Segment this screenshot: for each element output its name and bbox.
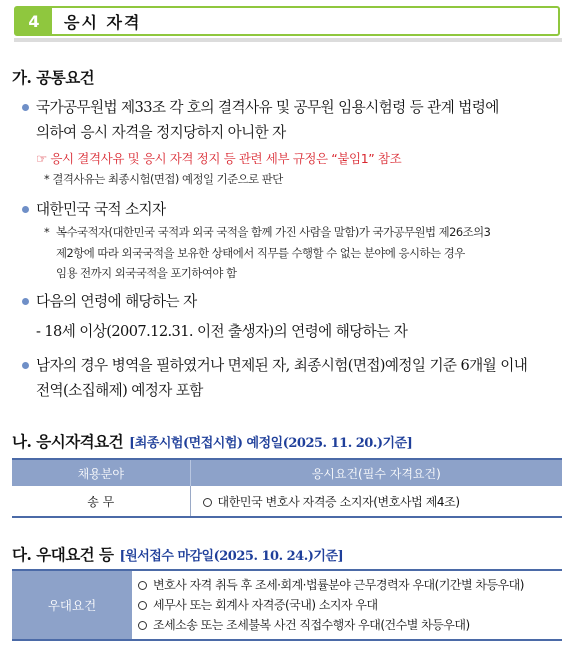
list-item [138,575,562,595]
section-title: 응시 자격 [64,12,142,32]
table-row [12,570,562,640]
reference-note: ☞ 응시 결격사유 및 응시 자격 정지 등 관련 세부 규정은 “붙임1” 참조 [36,151,402,166]
bullet-dot-icon [22,104,29,111]
cell-field: 송 무 [12,486,190,517]
part-c-title: 다. 우대요건 등 [12,545,114,564]
part-b-title: 나. 응시자격요건 [12,432,124,451]
circle-bullet-icon [138,621,147,630]
bullet-disqualification [22,95,562,145]
preference-item-text: 조세소송 또는 조세불복 사건 직접수행자 우대(건수별 차등우대) [153,618,470,632]
bullet-dot-icon [22,206,29,213]
circle-bullet-icon [138,581,147,590]
preference-items [132,570,562,640]
circle-bullet-icon [203,498,212,507]
part-a-heading: 가. 공통요건 [12,68,95,87]
requirements-table [12,458,562,518]
bullet-line: 남자의 경우 병역을 필하였거나 면제된 자, 최종시험(면접)예정일 기준 6개월 이내 [36,357,528,374]
requirement-text: 대한민국 변호사 자격증 소지자(변호사법 제4조) [217,494,460,509]
list-item [138,595,562,615]
preference-label: 우대요건 [12,570,132,640]
age-detail: - 18세 이상(2007.12.31. 이전 출생자)의 연령에 해당하는 자 [36,323,408,340]
circle-bullet-icon [138,601,147,610]
note-line: 임용 전까지 외국국적을 포기하여야 함 [56,266,237,280]
bullet-age [22,289,562,314]
part-b-basis-note: [최종시험(면접시험) 예정일(2025. 11. 20.)기준] [129,436,413,451]
note-mark: * [44,225,50,239]
bullet-nationality [22,197,562,222]
bullet-line: 다음의 연령에 해당하는 자 [36,293,197,310]
col-header-requirement: 응시요건(필수 자격요건) [190,459,562,486]
part-b-heading [12,430,412,452]
bullet-line: 국가공무원법 제33조 각 호의 결격사유 및 공무원 임용시험령 등 관계 법령에 [36,99,499,116]
section-header-shadow [14,38,562,42]
list-item [138,615,562,635]
table-row [12,486,562,517]
cell-requirement [190,486,562,517]
col-header-field: 채용분야 [12,459,190,486]
note-disqualification-basis: * 결격사유는 최종시험(면접) 예정일 기준으로 판단 [44,172,283,186]
preference-item-text: 세무사 또는 회계사 자격증(국내) 소지자 우대 [153,598,378,612]
note-line: 복수국적자(대한민국 국적과 외국 국적을 함께 가진 사람을 말함)가 국가공무원법 제26조의3 [56,225,491,239]
section-number: 4 [16,8,52,34]
note-line: 제2항에 따라 외국국적을 보유한 상태에서 직무를 수행할 수 없는 분야에 응시하는 경우 [56,245,465,260]
section-header [14,6,560,36]
bullet-dot-icon [22,298,29,305]
part-c-basis-note: [원서접수 마감일(2025. 10. 24.)기준] [119,549,344,564]
bullet-line: 의하여 응시 자격을 정지당하지 아니한 자 [36,124,286,141]
bullet-dot-icon [22,362,29,369]
preference-table [12,569,562,641]
bullet-military [22,353,562,403]
table-header-row [12,459,562,486]
bullet-line: 전역(소집해제) 예정자 포함 [36,382,203,399]
preference-item-text: 변호사 자격 취득 후 조세·회계·법률분야 근무경력자 우대(기간별 차등우대) [153,578,524,592]
note-dual-citizenship [44,222,564,284]
part-c-heading [12,543,343,565]
bullet-line: 대한민국 국적 소지자 [36,201,166,218]
